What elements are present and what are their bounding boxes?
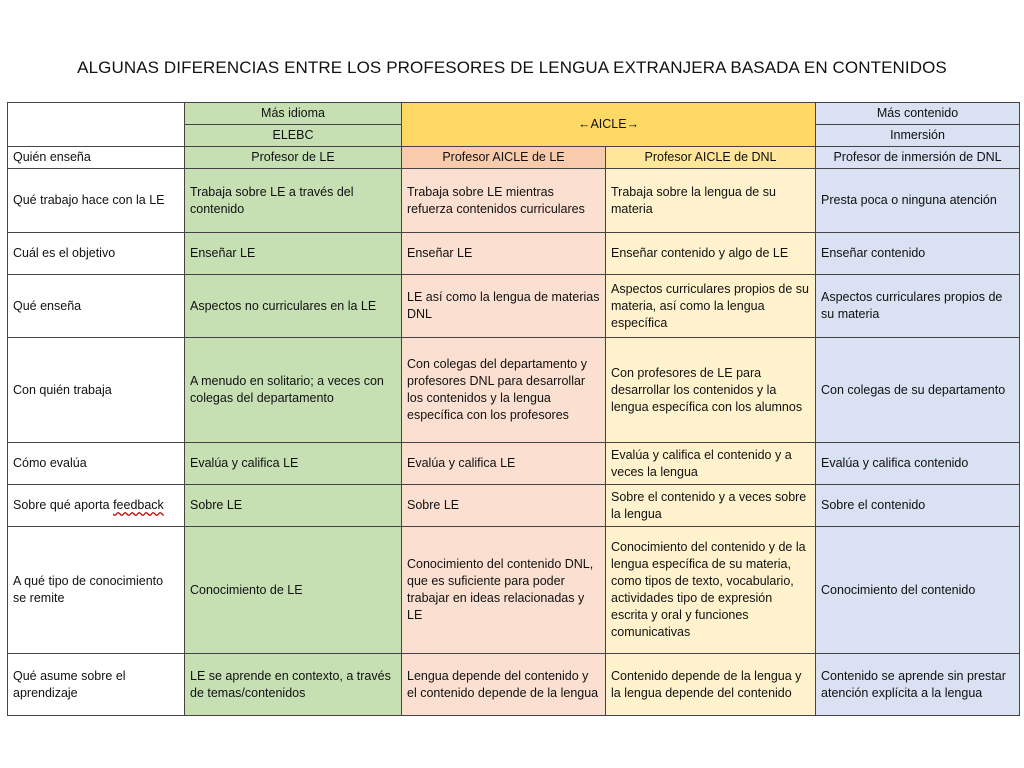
cell-aicle-le: Enseñar LE	[402, 233, 606, 275]
row-label: Qué enseña	[8, 275, 185, 338]
header-blank-cell	[8, 103, 185, 147]
cell-elebc: Evalúa y califica LE	[185, 443, 402, 485]
cell-inmersion: Contenido se aprende sin prestar atención explícita a la lengua	[816, 654, 1020, 716]
cell-elebc: Conocimiento de LE	[185, 527, 402, 654]
table-row	[8, 485, 1020, 527]
row-label: Quién enseña	[8, 147, 185, 169]
cell-aicle-dnl: Sobre el contenido y a veces sobre la lengua	[606, 485, 816, 527]
row-label: Con quién trabaja	[8, 338, 185, 443]
cell-aicle-le: Con colegas del departamento y profesores DNL para desarrollar los contenidos y la lengua específica con los profesores	[402, 338, 606, 443]
table-row	[8, 527, 1020, 654]
header-mas-contenido: Más contenido	[816, 103, 1020, 125]
row-label	[8, 485, 185, 527]
cell-inmersion: Evalúa y califica contenido	[816, 443, 1020, 485]
table-row	[8, 654, 1020, 716]
cell-inmersion: Enseñar contenido	[816, 233, 1020, 275]
cell-inmersion: Con colegas de su departamento	[816, 338, 1020, 443]
cell-elebc: Trabaja sobre LE a través del contenido	[185, 169, 402, 233]
cell-aicle-dnl: Profesor AICLE de DNL	[606, 147, 816, 169]
comparison-table	[7, 102, 1020, 716]
header-elebc: ELEBC	[185, 125, 402, 147]
cell-inmersion: Aspectos curriculares propios de su materia	[816, 275, 1020, 338]
cell-elebc: Enseñar LE	[185, 233, 402, 275]
cell-inmersion: Sobre el contenido	[816, 485, 1020, 527]
table-row	[8, 275, 1020, 338]
cell-aicle-dnl: Evalúa y califica el contenido y a veces la lengua	[606, 443, 816, 485]
cell-aicle-le: LE así como la lengua de materias DNL	[402, 275, 606, 338]
cell-inmersion: Conocimiento del contenido	[816, 527, 1020, 654]
cell-aicle-dnl: Trabaja sobre la lengua de su materia	[606, 169, 816, 233]
cell-aicle-dnl: Conocimiento del contenido y de la lengua específica de su materia, como tipos de texto, vocabulario, actividades tipo de expresión escrita y oral y funciones comunicativas	[606, 527, 816, 654]
row-label: Cuál es el objetivo	[8, 233, 185, 275]
cell-elebc: A menudo en solitario; a veces con colegas del departamento	[185, 338, 402, 443]
cell-aicle-dnl: Con profesores de LE para desarrollar los contenidos y la lengua específica con los alumnos	[606, 338, 816, 443]
header-inmersion: Inmersión	[816, 125, 1020, 147]
cell-inmersion: Presta poca o ninguna atención	[816, 169, 1020, 233]
header-row-1	[8, 103, 1020, 125]
table-row	[8, 233, 1020, 275]
row-label: Qué asume sobre el aprendizaje	[8, 654, 185, 716]
cell-aicle-le: Sobre LE	[402, 485, 606, 527]
cell-aicle-dnl: Enseñar contenido y algo de LE	[606, 233, 816, 275]
cell-aicle-le: Trabaja sobre LE mientras refuerza contenidos curriculares	[402, 169, 606, 233]
table-row	[8, 443, 1020, 485]
table-row	[8, 169, 1020, 233]
page-title: ALGUNAS DIFERENCIAS ENTRE LOS PROFESORES DE LENGUA EXTRANJERA BASADA EN CONTENIDOS	[77, 58, 947, 77]
cell-inmersion: Profesor de inmersión de DNL	[816, 147, 1020, 169]
cell-aicle-le: Conocimiento del contenido DNL, que es suficiente para poder trabajar en ideas relacionadas y LE	[402, 527, 606, 654]
header-mas-idioma: Más idioma	[185, 103, 402, 125]
cell-elebc: Sobre LE	[185, 485, 402, 527]
table-row	[8, 147, 1020, 169]
cell-aicle-le: Lengua depende del contenido y el contenido depende de la lengua	[402, 654, 606, 716]
cell-elebc: LE se aprende en contexto, a través de temas/contenidos	[185, 654, 402, 716]
cell-aicle-le: Profesor AICLE de LE	[402, 147, 606, 169]
cell-aicle-le: Evalúa y califica LE	[402, 443, 606, 485]
row-label: A qué tipo de conocimiento se remite	[8, 527, 185, 654]
row-label: Cómo evalúa	[8, 443, 185, 485]
row-label-text: Sobre qué aporta	[13, 498, 114, 512]
header-aicle: ←AICLE→	[402, 103, 816, 147]
table-row	[8, 338, 1020, 443]
row-label-feedback: feedback	[113, 498, 164, 512]
cell-aicle-dnl: Contenido depende de la lengua y la lengua depende del contenido	[606, 654, 816, 716]
cell-elebc: Profesor de LE	[185, 147, 402, 169]
row-label: Qué trabajo hace con la LE	[8, 169, 185, 233]
cell-aicle-dnl: Aspectos curriculares propios de su materia, así como la lengua específica	[606, 275, 816, 338]
cell-elebc: Aspectos no curriculares en la LE	[185, 275, 402, 338]
